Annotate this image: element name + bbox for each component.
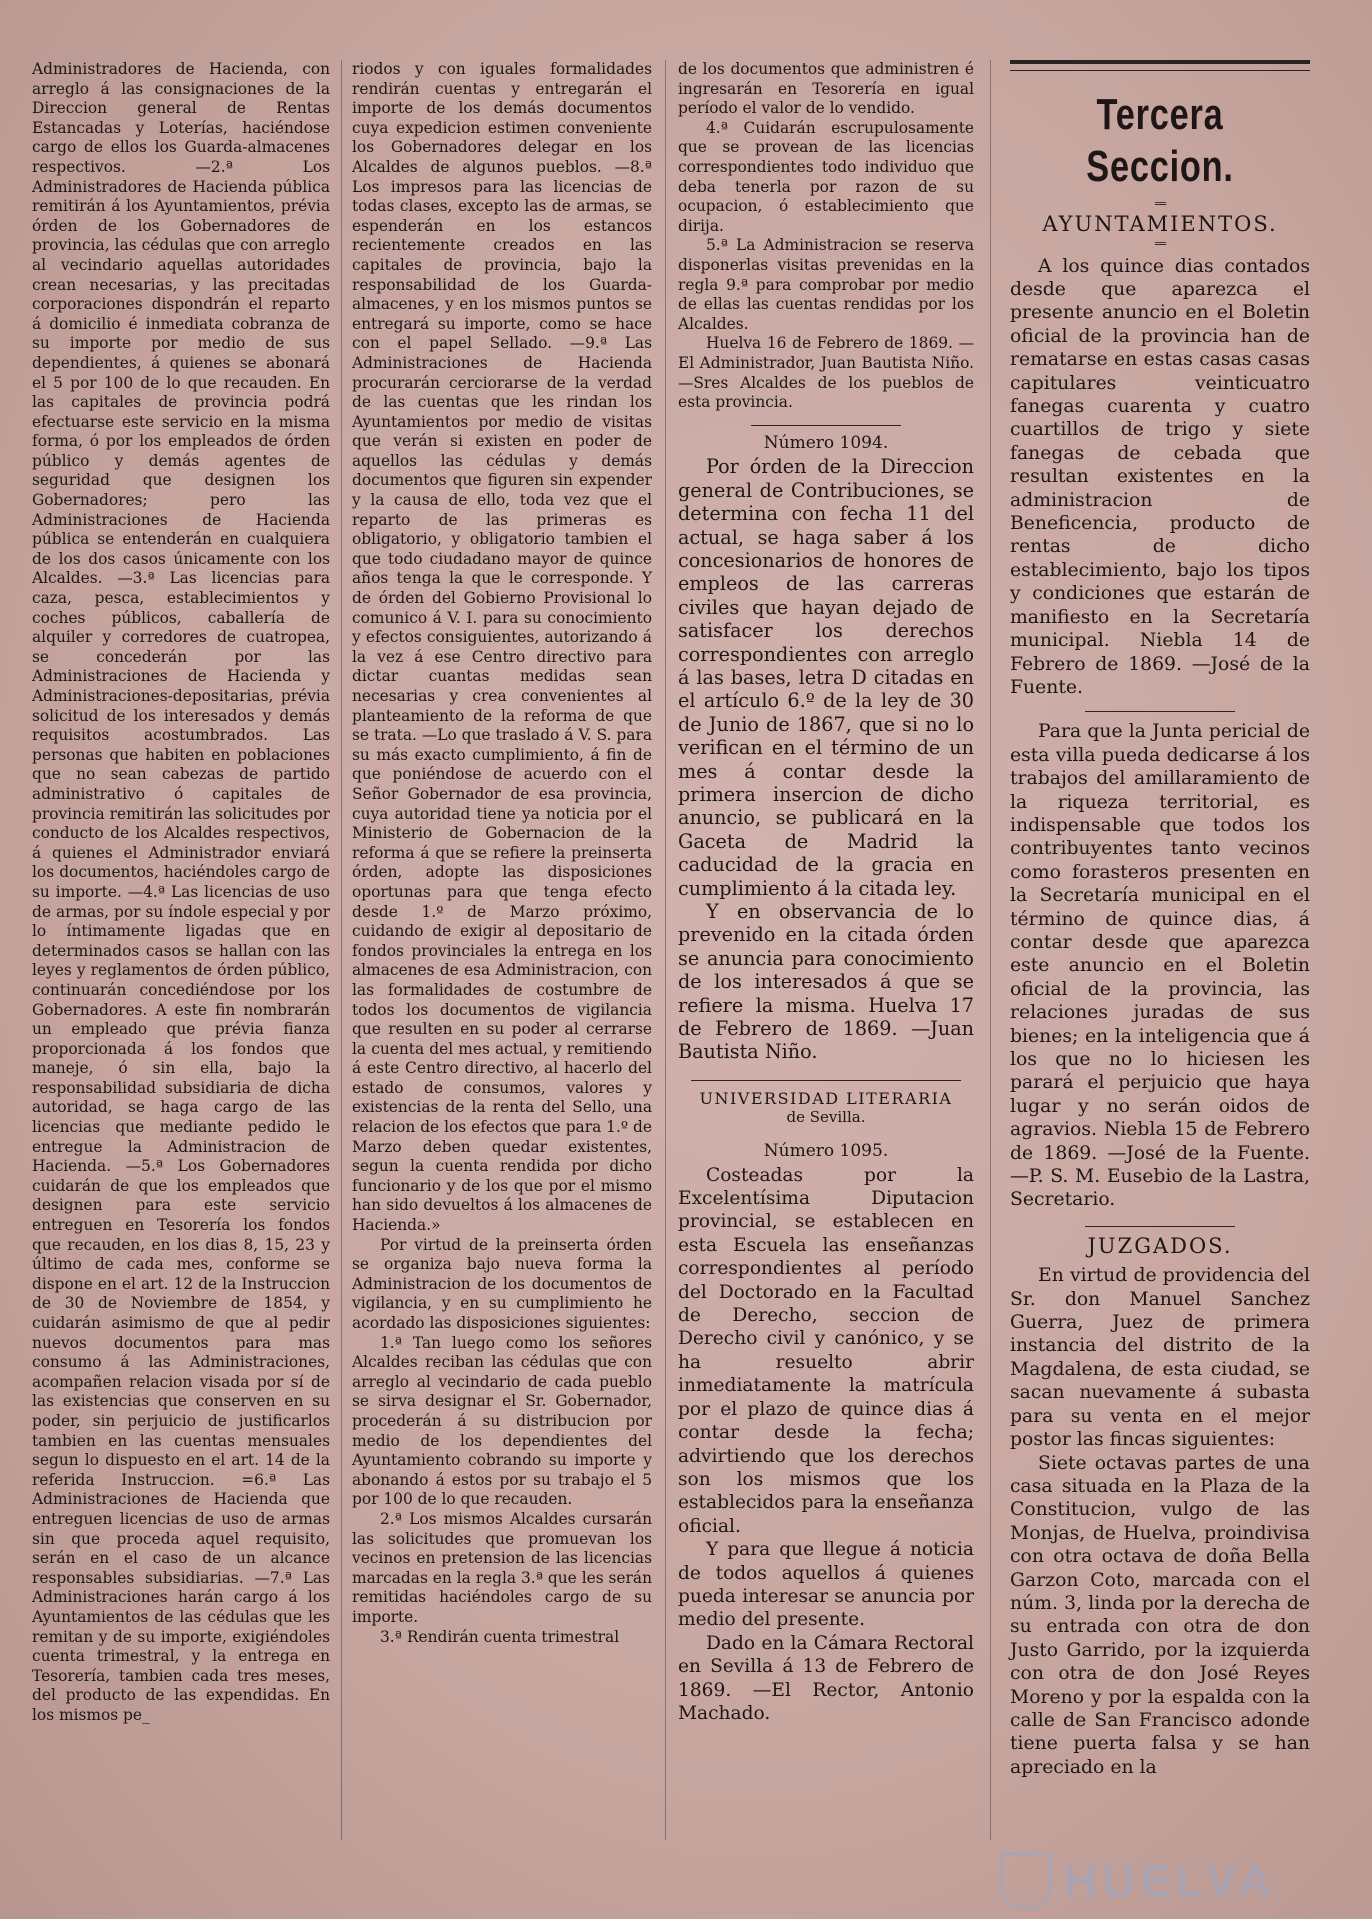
divider	[691, 1080, 961, 1081]
section-subheading: JUZGADOS.	[1087, 1233, 1233, 1258]
col3-signature: Huelva 16 de Febrero de 1869. —El Administrador, Juan Bautista Niño. —Sres Alcaldes de los pueblos de esta provincia.	[678, 334, 974, 412]
column-1	[32, 60, 330, 1725]
column-rule	[665, 60, 666, 1840]
col4-notice-body: A los quince dias contados desde que aparezca el presente anuncio en el Boletin oficial de la provincia han de rematarse en estas casas casas capitulares veinticuatro fanegas cuarenta y cuatro cuartillos de trigo y siete fanegas de cebada que resultan existentes en la administracion de Beneficencia, producto de rentas de dicho establecimiento, bajo los tipos y condiciones que estarán de manifiesto en la Secretaría municipal. Niebla 14 de Febrero de 1869. —José de la Fuente.	[1010, 255, 1310, 698]
column-rule	[341, 60, 342, 1840]
col2-paragraph: 1.ª Tan luego como los señores Alcaldes reciban las cédulas que con arreglo al vecindario de cada pueblo se sirva designar el Sr. Gobernador, procederán á su distribucion por medio de los dependientes del Ayuntamiento cobrando su importe y abonando á estos por su trabajo el 5 por 100 de lo que recauden.	[352, 1333, 652, 1509]
section-rule	[1010, 70, 1310, 71]
col3-paragraph: de los documentos que administren é ingresarán en Tesorería en igual período el valor de lo vendido.	[678, 60, 974, 118]
column-4	[1010, 60, 1310, 1779]
shield-icon	[1000, 1852, 1052, 1910]
archive-watermark	[1000, 1850, 1300, 1910]
col4-notice-body: Para que la Junta pericial de esta villa pueda dedicarse á los trabajos del amillaramiento de la riqueza territorial, es indispensable que todos los contribuyentes tanto vecinos como forasteros presenten en la Secretaría municipal en el término de quince dias, á contar desde que aparezca este anuncio en el Boletin oficial de la provincia, las relaciones juradas de sus bienes; en la inteligencia que á los que no lo hiciesen les parará el perjuicio que haya lugar y no serán oidos de agravios. Niebla 15 de Febrero de 1869. —José de la Fuente. —P. S. M. Eusebio de la Lastra, Secretario.	[1010, 721, 1310, 1211]
watermark-text: HUELVA	[1064, 1854, 1277, 1907]
column-2	[352, 60, 652, 1647]
col2-paragraph: 2.ª Los mismos Alcaldes cursarán las solicitudes que promuevan los vecinos en pretension de las licencias marcadas en la regla 3.ª que les serán remitidas haciéndoles cargo de su importe.	[352, 1509, 652, 1626]
col3-notice-body: Por órden de la Direccion general de Contribuciones, se determina con fecha 11 del actual, se haga saber á los concesionarios de honores de empleos de las carreras civiles que hayan dejado de satisfacer los derechos correspondientes con arreglo á las bases, letra D citadas en el artículo 6.º de la ley de 30 de Junio de 1867, que si no lo verifican en el término de un mes á contar desde la primera insercion de dicho anuncio, se publicará en la Gaceta de Madrid la caducidad de la gracia en cumplimiento á la citada ley.	[678, 455, 974, 900]
divider	[1085, 1226, 1235, 1227]
col2-paragraph: Por virtud de la preinserta órden se organiza bajo nueva forma la Administracion de los documentos de vigilancia, y en su cumplimiento he acordado las disposiciones siguientes:	[352, 1235, 652, 1332]
col4-notice-body: Siete octavas partes de una casa situada en la Plaza de la Constitucion, vulgo de las Monjas, de Huelva, proindivisa con otra octava de doña Bella Garzon Coto, marcada con el núm. 3, linda por la derecha de su entrada con otra de don Justo Garrido, por la izquierda con otra de don José Reyes Moreno y por la espalda con la calle de San Francisco adonde tiene puerta falsa y se han apreciado en la	[1010, 1452, 1310, 1778]
col3-notice-body: Dado en la Cámara Rectoral en Sevilla á 13 de Febrero de 1869. —El Rector, Antonio Machado.	[678, 1632, 974, 1724]
divider	[751, 425, 901, 426]
divider	[1085, 711, 1235, 712]
column-rule	[990, 60, 991, 1840]
heading-ornament: ══	[1154, 238, 1166, 250]
section-title: Tercera Seccion.	[1086, 90, 1234, 191]
col4-notice-body: En virtud de providencia del Sr. don Manuel Sanchez Guerra, Juez de primera instancia del distrito de la Magdalena, de esta ciudad, se sacan nuevamente á subasta para su venta en el mejor postor las fincas siguientes:	[1010, 1265, 1310, 1451]
col3-paragraph: 5.ª La Administracion se reserva disponerlas visitas prevenidas en la regla 9.ª para comprobar por medio de ellas las cuentas rendidas por los Alcaldes.	[678, 236, 974, 333]
notice-number: Número 1094.	[763, 432, 889, 453]
col2-text: riodos y con iguales formalidades rendirán cuentas y entregarán el importe de los demás documentos cuya expedicion estimen conveniente los Gobernadores delegar en los Alcaldes de algunos pueblos. —8.ª Los impresos para las licencias de todas clases, excepto las de armas, se espenderán en los estancos recientemente creados en las capitales de provincia, bajo la responsabilidad de los Guarda-almacenes, y en los mismos puntos se entregará su importe, como se hace con el papel Sellado. —9.ª Las Administraciones de Hacienda procurarán cerciorarse de la verdad de las cuentas que les rindan los Ayuntamientos por medio de visitas que verán si existen en poder de aquellos las cédulas y demás documentos que figuren sin expender y la causa de ello, toda vez que el reparto de las primeras es obligatorio, y obligatorio tambien el que todo ciudadano mayor de quince años tenga la que le corresponde. Y de órden del Gobierno Provisional lo comunico á V. I. para su conocimiento y efectos consiguientes, autorizando á la vez á ese Centro directivo para dictar cuantas medidas sean necesarias y crea convenientes al planteamiento de la reforma de que se trata. —Lo que traslado á V. S. para su más exacto cumplimiento, á fin de que poniéndose de acuerdo con el Señor Gobernador de esa provincia, cuya autoridad tiene ya noticia por el Ministerio de Gobernacion de la reforma á que se refiere la preinserta órden, adopte las disposiciones oportunas para que tenga efecto desde 1.º de Marzo próximo, cuidando de exigir al depositario de fondos provinciales la entrega en los almacenes de esa Administracion, con las formalidades de costumbre de todos los documentos de vigilancia que resulten en su poder al cerrarse la cuenta del mes actual, y remitiendo á este Centro directivo, al hacerlo del estado de consumos, valores y existencias de la renta del Sello, una relacion de los efectos que para 1.º de Marzo deben quedar existentes, segun la cuenta rendida por dicho funcionario y de los que por el mismo han sido devueltos á los almacenes de Hacienda.»	[352, 60, 652, 1235]
col3-notice-body: Y para que llegue á noticia de todos aquellos á quienes pueda interesar se anuncia por medio del presente.	[678, 1539, 974, 1631]
section-subheading: AYUNTAMIENTOS.	[1042, 212, 1278, 236]
col3-notice-body: Costeadas por la Excelentísima Diputacion provincial, se establecen en esta Escuela las enseñanzas correspondientes al período del Doctorado en la Facultad de Derecho, seccion de Derecho civil y canónico, y se ha resuelto abrir inmediatamente la matrícula por el plazo de quince dias á contar desde la fecha; advirtiendo que los derechos son los mismos que los establecidos para la enseñanza oficial.	[678, 1164, 974, 1537]
heading-ornament: ══	[1154, 199, 1166, 210]
column-3	[678, 60, 974, 1725]
university-subheading: de Sevilla.	[786, 1108, 866, 1127]
notice-number: Número 1095.	[763, 1141, 889, 1162]
col3-paragraph: 4.ª Cuidarán escrupulosamente que se provean de las licencias correspondientes todo individuo que deba tenerla por razon de su ocupacion, ó establecimiento que dirija.	[678, 118, 974, 235]
col1-text: Administradores de Hacienda, con arreglo á las consignaciones de la Direccion general de Rentas Estancadas y Loterías, haciéndose cargo de ellos los Guarda-almacenes respectivos. —2.ª Los Administradores de Hacienda pública remitirán á los Ayuntamientos, prévia órden de los Gobernadores de provincia, las cédulas que con arreglo al vecindario aquellas autoridades crean necesarias, y las precitadas corporaciones dispondrán el reparto á domicilio é inmediata cobranza de su importe por medio de sus dependientes, á quienes se abonará el 5 por 100 de lo que recauden. En las capitales de provincia podrá efectuarse este servicio en la misma forma, ó por los empleados de órden público y demás agentes de seguridad que designen los Gobernadores; pero las Administraciones de Hacienda pública se entenderán en cualquiera de los dos casos únicamente con los Alcaldes. —3.ª Las licencias para caza, pesca, establecimientos y coches públicos, caballería de alquiler y corredores de cuatropea, se concederán por las Administraciones de Hacienda y Administraciones-depositarias, prévia solicitud de los interesados y demás requisitos acostumbrados. Las personas que habiten en poblaciones que no sean cabezas de partido administrativo ó capitales de provincia remitirán las solicitudes por conducto de los Alcaldes respectivos, á quienes el Administrador enviará los documentos, haciéndoles cargo de su importe. —4.ª Las licencias de uso de armas, por su índole especial y por lo íntimamente ligadas que en determinados casos se hallan con las leyes y reglamentos de órden público, continuarán concediéndose por los Gobernadores. A este fin nombrarán un empleado que prévia fianza proporcionada á los fondos que maneje, ó sin ella, bajo la responsabilidad subsidiaria de dicha autoridad, se haga cargo de las licencias que mediante pedido le entregue la Administracion de Hacienda. —5.ª Los Gobernadores cuidarán de que los empleados que designen para este servicio entreguen en Tesorería los fondos que recauden, en los dias 8, 15, 23 y último de cada mes, conforme se dispone en el art. 12 de la Instruccion de 30 de Noviembre de 1854, y cuidarán asimismo de que al pedir nuevos documentos para mas consumo á las Administraciones, acompañen relacion visada por sí de las existencias que conserven en su poder, sin perjuicio de justificarlos tambien en las cuentas mensuales segun lo dispuesto en el art. 14 de la referida Instruccion. =6.ª Las Administraciones de Hacienda que entreguen licencias de uso de armas sin que proceda aquel requisito, serán en el caso de un alcance responsables subsidiarias. —7.ª Las Administraciones harán cargo á los Ayuntamientos de las cédulas que les remitan y de su importe, exigiéndoles cuenta trimestral, y la entrega en Tesorería, tambien cada tres meses, del producto de las expendidas. En los mismos pe_	[32, 60, 330, 1724]
col3-notice-body: Y en observancia de lo prevenido en la citada órden se anuncia para conocimiento de los interesados á que se refiere la misma. Huelva 17 de Febrero de 1869. —Juan Bautista Niño.	[678, 900, 974, 1064]
section-rule	[1010, 60, 1310, 64]
col2-paragraph: 3.ª Rendirán cuenta trimestral	[380, 1627, 620, 1646]
university-heading: UNIVERSIDAD LITERARIA	[699, 1088, 953, 1108]
